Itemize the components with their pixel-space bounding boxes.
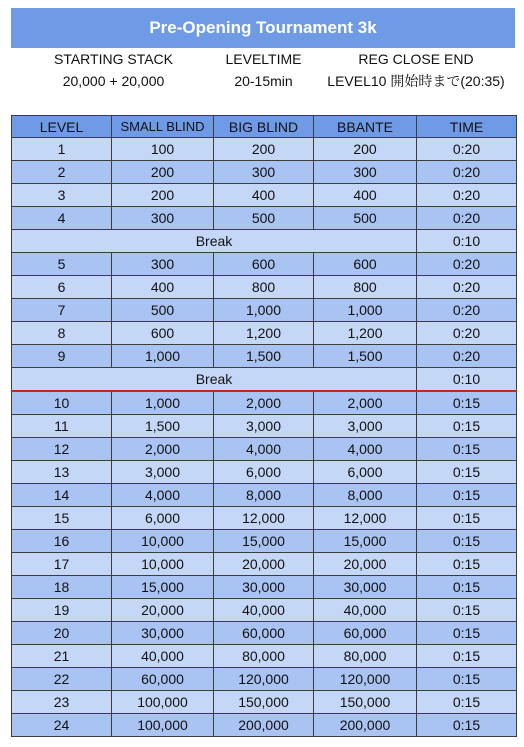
level-cell: 11	[12, 415, 112, 438]
bbante-cell: 200	[314, 138, 417, 161]
big-blind-cell: 800	[214, 276, 314, 299]
level-cell: 10	[12, 391, 112, 415]
bbante-cell: 120,000	[314, 668, 417, 691]
bbante-cell: 1,200	[314, 322, 417, 345]
time-cell: 0:15	[417, 484, 517, 507]
bbante-cell: 200,000	[314, 714, 417, 737]
small-blind-cell: 6,000	[112, 507, 214, 530]
small-blind-cell: 2,000	[112, 438, 214, 461]
level-cell: 4	[12, 207, 112, 230]
time-cell: 0:20	[417, 322, 517, 345]
bbante-cell: 8,000	[314, 484, 417, 507]
level-time-label: LEVELTIME	[225, 51, 302, 67]
big-blind-cell: 150,000	[214, 691, 314, 714]
bbante-cell: 2,000	[314, 391, 417, 415]
level-cell: 17	[12, 553, 112, 576]
time-cell: 0:20	[417, 207, 517, 230]
small-blind-cell: 300	[112, 253, 214, 276]
big-blind-cell: 4,000	[214, 438, 314, 461]
table-row	[12, 391, 517, 415]
big-blind-cell: 8,000	[214, 484, 314, 507]
time-cell: 0:15	[417, 415, 517, 438]
big-blind-cell: 200	[214, 138, 314, 161]
table-row	[12, 276, 517, 299]
table-header-row	[12, 116, 517, 138]
small-blind-cell: 15,000	[112, 576, 214, 599]
small-blind-cell: 200	[112, 184, 214, 207]
table-row	[12, 299, 517, 322]
table-row	[12, 530, 517, 553]
table-row	[12, 553, 517, 576]
bbante-cell: 400	[314, 184, 417, 207]
bbante-cell: 600	[314, 253, 417, 276]
break-time-cell: 0:10	[417, 230, 517, 253]
level-cell: 21	[12, 645, 112, 668]
table-row	[12, 461, 517, 484]
header-bbante: BBANTE	[314, 116, 417, 138]
table-row	[12, 691, 517, 714]
bbante-cell: 1,000	[314, 299, 417, 322]
big-blind-cell: 2,000	[214, 391, 314, 415]
bbante-cell: 80,000	[314, 645, 417, 668]
bbante-cell: 300	[314, 161, 417, 184]
small-blind-cell: 4,000	[112, 484, 214, 507]
level-cell: 6	[12, 276, 112, 299]
time-cell: 0:15	[417, 461, 517, 484]
level-cell: 20	[12, 622, 112, 645]
small-blind-cell: 100	[112, 138, 214, 161]
level-time-value: 20-15min	[234, 73, 293, 89]
bbante-cell: 1,500	[314, 345, 417, 368]
big-blind-cell: 80,000	[214, 645, 314, 668]
bbante-cell: 150,000	[314, 691, 417, 714]
table-row	[12, 507, 517, 530]
big-blind-cell: 1,000	[214, 299, 314, 322]
bbante-cell: 20,000	[314, 553, 417, 576]
big-blind-cell: 60,000	[214, 622, 314, 645]
table-row	[12, 345, 517, 368]
level-cell: 3	[12, 184, 112, 207]
time-cell: 0:15	[417, 668, 517, 691]
small-blind-cell: 10,000	[112, 530, 214, 553]
bbante-cell: 15,000	[314, 530, 417, 553]
reg-close-info	[311, 48, 521, 94]
small-blind-cell: 40,000	[112, 645, 214, 668]
table-row	[12, 668, 517, 691]
big-blind-cell: 6,000	[214, 461, 314, 484]
big-blind-cell: 120,000	[214, 668, 314, 691]
time-cell: 0:15	[417, 553, 517, 576]
small-blind-cell: 600	[112, 322, 214, 345]
level-cell: 18	[12, 576, 112, 599]
level-time-info	[211, 48, 316, 94]
table-row	[12, 415, 517, 438]
break-row	[12, 230, 517, 253]
level-cell: 9	[12, 345, 112, 368]
time-cell: 0:15	[417, 691, 517, 714]
tournament-info	[11, 48, 515, 94]
table-row	[12, 438, 517, 461]
break-time-cell: 0:10	[417, 368, 517, 392]
level-cell: 24	[12, 714, 112, 737]
level-cell: 7	[12, 299, 112, 322]
level-cell: 19	[12, 599, 112, 622]
level-cell: 15	[12, 507, 112, 530]
small-blind-cell: 60,000	[112, 668, 214, 691]
small-blind-cell: 500	[112, 299, 214, 322]
time-cell: 0:15	[417, 645, 517, 668]
table-row	[12, 714, 517, 737]
time-cell: 0:20	[417, 276, 517, 299]
big-blind-cell: 1,500	[214, 345, 314, 368]
reg-close-label: REG CLOSE END	[358, 51, 474, 67]
small-blind-cell: 30,000	[112, 622, 214, 645]
reg-close-value: LEVEL10 開始時まで(20:35)	[327, 73, 505, 89]
break-label: Break	[12, 230, 417, 253]
time-cell: 0:15	[417, 622, 517, 645]
starting-stack-value: 20,000 + 20,000	[62, 73, 165, 89]
table-row	[12, 184, 517, 207]
time-cell: 0:15	[417, 714, 517, 737]
small-blind-cell: 300	[112, 207, 214, 230]
time-cell: 0:15	[417, 530, 517, 553]
table-row	[12, 161, 517, 184]
table-row	[12, 599, 517, 622]
level-cell: 2	[12, 161, 112, 184]
bbante-cell: 500	[314, 207, 417, 230]
table-row	[12, 622, 517, 645]
time-cell: 0:20	[417, 161, 517, 184]
level-cell: 22	[12, 668, 112, 691]
time-cell: 0:15	[417, 599, 517, 622]
time-cell: 0:15	[417, 391, 517, 415]
starting-stack-label: STARTING STACK	[53, 51, 173, 67]
bbante-cell: 800	[314, 276, 417, 299]
time-cell: 0:15	[417, 576, 517, 599]
big-blind-cell: 30,000	[214, 576, 314, 599]
big-blind-cell: 400	[214, 184, 314, 207]
bbante-cell: 6,000	[314, 461, 417, 484]
big-blind-cell: 15,000	[214, 530, 314, 553]
small-blind-cell: 1,000	[112, 345, 214, 368]
level-cell: 14	[12, 484, 112, 507]
big-blind-cell: 20,000	[214, 553, 314, 576]
time-cell: 0:20	[417, 345, 517, 368]
small-blind-cell: 100,000	[112, 691, 214, 714]
small-blind-cell: 400	[112, 276, 214, 299]
level-cell: 23	[12, 691, 112, 714]
bbante-cell: 12,000	[314, 507, 417, 530]
header-time: TIME	[417, 116, 517, 138]
small-blind-cell: 20,000	[112, 599, 214, 622]
bbante-cell: 60,000	[314, 622, 417, 645]
level-cell: 13	[12, 461, 112, 484]
bbante-cell: 3,000	[314, 415, 417, 438]
bbante-cell: 4,000	[314, 438, 417, 461]
big-blind-cell: 300	[214, 161, 314, 184]
big-blind-cell: 1,200	[214, 322, 314, 345]
big-blind-cell: 500	[214, 207, 314, 230]
blind-levels	[12, 138, 517, 737]
table-row	[12, 322, 517, 345]
header-level: LEVEL	[12, 116, 112, 138]
small-blind-cell: 3,000	[112, 461, 214, 484]
level-cell: 1	[12, 138, 112, 161]
time-cell: 0:20	[417, 299, 517, 322]
time-cell: 0:15	[417, 438, 517, 461]
big-blind-cell: 40,000	[214, 599, 314, 622]
bbante-cell: 30,000	[314, 576, 417, 599]
small-blind-cell: 200	[112, 161, 214, 184]
level-cell: 12	[12, 438, 112, 461]
small-blind-cell: 1,500	[112, 415, 214, 438]
bbante-cell: 40,000	[314, 599, 417, 622]
table-row	[12, 138, 517, 161]
table-row	[12, 253, 517, 276]
small-blind-cell: 1,000	[112, 391, 214, 415]
table-row	[12, 576, 517, 599]
big-blind-cell: 600	[214, 253, 314, 276]
header-small-blind: SMALL BLIND	[112, 116, 214, 138]
small-blind-cell: 100,000	[112, 714, 214, 737]
table-row	[12, 484, 517, 507]
big-blind-cell: 200,000	[214, 714, 314, 737]
time-cell: 0:20	[417, 253, 517, 276]
time-cell: 0:20	[417, 138, 517, 161]
level-cell: 8	[12, 322, 112, 345]
level-cell: 16	[12, 530, 112, 553]
small-blind-cell: 10,000	[112, 553, 214, 576]
break-label: Break	[12, 368, 417, 392]
big-blind-cell: 3,000	[214, 415, 314, 438]
starting-stack-info	[11, 48, 216, 94]
big-blind-cell: 12,000	[214, 507, 314, 530]
table-row	[12, 207, 517, 230]
time-cell: 0:20	[417, 184, 517, 207]
time-cell: 0:15	[417, 507, 517, 530]
level-cell: 5	[12, 253, 112, 276]
table-row	[12, 645, 517, 668]
header-big-blind: BIG BLIND	[214, 116, 314, 138]
break-row	[12, 368, 517, 392]
blind-structure-table	[11, 115, 517, 737]
tournament-title: Pre-Opening Tournament 3k	[11, 8, 515, 48]
